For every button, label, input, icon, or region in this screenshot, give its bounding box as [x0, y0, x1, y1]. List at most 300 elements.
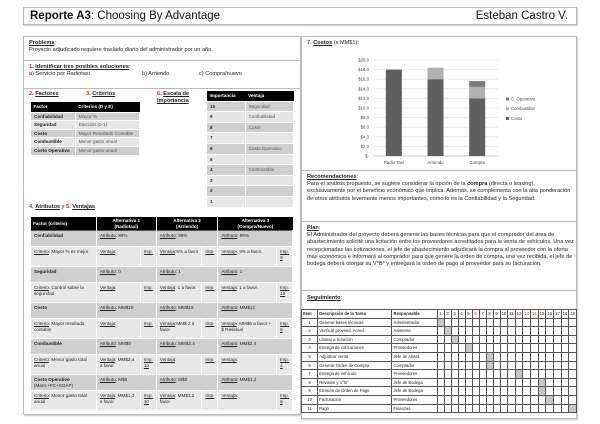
day-cell [486, 378, 493, 387]
day-cell [515, 378, 523, 387]
advantage-cell [96, 283, 140, 303]
importance-scale-label [157, 91, 202, 105]
option-a: a) Servicio por Radiotaxi [29, 71, 90, 78]
advantage-value: :5% a favor [175, 249, 199, 255]
advantage-value: : 9% a favor. [236, 249, 263, 255]
factor-cell [31, 231, 97, 247]
advantage-cell [245, 186, 293, 197]
day-cell [444, 387, 451, 396]
attribute-row [31, 339, 293, 355]
advantage-label: Ventaja [221, 285, 237, 291]
day-cell [493, 387, 500, 396]
y-tick-label: $6,0 [360, 124, 369, 130]
importance-table [206, 91, 294, 208]
attribute-label: Atributo [159, 377, 176, 383]
criteria-heading: Criterios [92, 91, 116, 97]
scheduled-cell [538, 378, 546, 387]
day-cell [538, 318, 546, 327]
attribute-label: Atributo [221, 233, 238, 239]
day-cell [530, 335, 538, 344]
attribute-label: Atributo [99, 305, 116, 311]
day-cell [569, 318, 577, 327]
factors-label [29, 91, 59, 98]
task-row [302, 352, 577, 361]
day-cell [472, 335, 479, 344]
step-number: 4. [29, 204, 34, 210]
day-header: 13 [523, 310, 531, 319]
day-header: 2 [444, 310, 451, 319]
day-cell [530, 344, 538, 353]
day-cell [451, 352, 458, 361]
day-cell [515, 344, 523, 353]
attribute-label: Atributo [99, 233, 116, 239]
table-row [31, 138, 140, 147]
task-description: Revisión y V°B° [318, 378, 392, 387]
attribute-cell [156, 303, 218, 319]
advantage-label: Ventaja [159, 321, 176, 327]
advantage-cell: Combustible [245, 165, 293, 176]
day-cell [479, 335, 486, 344]
day-cell [451, 344, 458, 353]
advantage-value: :MM$ 2 a favor [159, 321, 195, 332]
day-cell [472, 387, 479, 396]
advantage-cell [218, 247, 277, 267]
day-cell [486, 370, 493, 379]
task-responsible: Proveedores [392, 344, 437, 353]
task-responsible: Proveedores [392, 395, 437, 404]
bar-costo [428, 79, 444, 156]
importance-cell: Imp. [140, 247, 156, 267]
attribute-row [31, 231, 293, 247]
day-cell [508, 404, 515, 413]
task-description: Adjudicar venta [318, 352, 392, 361]
day-cell [472, 352, 479, 361]
step-number: 1. [29, 64, 34, 70]
day-cell [479, 404, 486, 413]
scheduled-cell [486, 352, 493, 361]
title-bold: Reporte A3 [30, 10, 91, 22]
day-cell [561, 370, 569, 379]
author-name: Esteban Castro V. [475, 10, 568, 22]
criterion-cell [31, 391, 97, 411]
day-cell [530, 378, 538, 387]
importance-cell: Imp. 6 [277, 391, 293, 411]
day-cell [546, 344, 554, 353]
attribute-cell [96, 267, 156, 283]
day-cell [444, 352, 451, 361]
task-responsible: Finanzas [392, 404, 437, 413]
advantage-label: Ventaja [99, 249, 116, 255]
day-cell [553, 404, 561, 413]
day-header: 11 [508, 310, 515, 319]
day-cell [515, 335, 523, 344]
legend-label: C. Operativo [511, 96, 536, 102]
divider [301, 290, 577, 291]
day-cell [500, 387, 508, 396]
recommendations-text [307, 181, 573, 203]
column-header: Importancia [207, 91, 246, 101]
y-tick-label: $- [365, 153, 369, 159]
day-cell [465, 378, 472, 387]
advantage-cell [156, 391, 202, 411]
task-row [302, 387, 577, 396]
text-part: (directa o leasing), exclusivamente por el beneficio económico que implica. Además, se complementa con la alta ponderación de otros atributos levemente menos importantes, como lo es la Confiabilidad y la Seguridad. [307, 181, 571, 202]
attribute-label: Atributo [221, 305, 238, 311]
day-cell [515, 327, 523, 336]
advantage-value: : 1 a favor. [236, 285, 259, 291]
day-cell [458, 352, 465, 361]
task-item: 5 [302, 352, 318, 361]
column-header: Factor (criterio) [31, 217, 97, 231]
day-cell [569, 361, 577, 370]
attribute-cell [218, 339, 293, 355]
day-cell [530, 404, 538, 413]
attribute-cell [156, 339, 218, 355]
advantage-value: : [115, 321, 117, 327]
day-cell [530, 352, 538, 361]
importance-cell: Imp. 8 [277, 319, 293, 339]
attribute-label: Atributo [159, 233, 176, 239]
day-cell [437, 387, 444, 396]
problem-text: Proyecto adjudicado requiere traslado diario del administrador por un año. [29, 47, 213, 54]
task-item: 8 [302, 378, 318, 387]
day-cell [493, 361, 500, 370]
day-cell [451, 387, 458, 396]
importance-cell: Imp. [202, 391, 218, 411]
advantage-cell: Costo [245, 122, 293, 133]
importance-cell: 4 [207, 165, 246, 176]
day-cell [479, 344, 486, 353]
day-cell [561, 327, 569, 336]
task-row [302, 361, 577, 370]
day-cell [472, 395, 479, 404]
day-cell [486, 404, 493, 413]
day-cell [523, 335, 531, 344]
day-cell [523, 327, 531, 336]
day-cell [486, 318, 493, 327]
day-cell [561, 404, 569, 413]
day-cell [569, 352, 577, 361]
task-responsible: Administrador [392, 318, 437, 327]
factor-cell [31, 267, 97, 283]
day-cell [553, 370, 561, 379]
task-item: 7 [302, 370, 318, 379]
importance-cell: Imp. 4 [277, 355, 293, 375]
day-cell [458, 361, 465, 370]
advantage-cell [156, 247, 202, 267]
task-description: Entrega de cotizaciones [318, 344, 392, 353]
day-cell [458, 387, 465, 396]
attribute-label: Atributo [99, 341, 116, 347]
advantage-label: Ventaja [99, 321, 116, 327]
step-number: 2. [29, 91, 34, 97]
day-cell [508, 378, 515, 387]
day-cell [437, 352, 444, 361]
advantage-value: : MM$6 a favor + $ Residual [221, 321, 272, 332]
table-row [207, 186, 294, 197]
day-cell [546, 387, 554, 396]
day-cell [538, 370, 546, 379]
day-cell [523, 361, 531, 370]
task-responsible: Jefe de Abast. [392, 352, 437, 361]
day-cell [465, 404, 472, 413]
day-cell [553, 344, 561, 353]
task-responsible: Comprador [392, 361, 437, 370]
attributes-heading: Atributos [35, 204, 61, 210]
attribute-cell [218, 303, 293, 319]
criterion-label: Criterio [34, 357, 49, 363]
day-cell [538, 404, 546, 413]
x-tick-label: Compra [469, 160, 485, 165]
advantage-row [31, 283, 293, 303]
attribute-value: : MM$2,4 [175, 341, 195, 347]
attribute-cell [96, 339, 156, 355]
advantage-label: Ventaja [159, 249, 176, 255]
day-cell [437, 327, 444, 336]
day-cell [451, 404, 458, 413]
plan-section: Plan: El Administrador del proyecto deberá generar las bases técnicas para que el comprador del área de abastecimiento solicité una licitación entre los proveedores acreditados para la venta de vehículos. Una vez recepcionadas las cotizaciones, el jefe de abastecimiento adjudicará la compra al proveedor con la oferta más económica e informará al comprador para que genere la orden de compra, una vez recibida, el jefe de bodega deberá otorgar su V°B° y entregará la orden de pago al proveedor para su facturación. [307, 225, 574, 268]
problem-section: Problema: Proyecto adjudicado requiere traslado diario del administrador por un año. [29, 40, 213, 54]
task-item: 10 [302, 395, 318, 404]
day-cell [451, 318, 458, 327]
plan-label: Plan [307, 225, 319, 231]
task-item: 11 [302, 404, 318, 413]
day-cell [500, 361, 508, 370]
day-cell [479, 395, 486, 404]
importance-cell: 6 [207, 143, 246, 154]
day-cell [444, 404, 451, 413]
criterion-cell: Menor gasto anual [75, 146, 139, 155]
day-header: 10 [500, 310, 508, 319]
day-cell [546, 370, 554, 379]
day-cell [493, 335, 500, 344]
attribute-cell [218, 375, 293, 391]
criterion-value: : Menor gasto total anual [34, 357, 87, 368]
day-cell [479, 361, 486, 370]
day-cell [486, 387, 493, 396]
tracking-heading: Seguimiento [307, 295, 341, 301]
day-cell [458, 318, 465, 327]
factor-name: Costo [34, 305, 48, 311]
attribute-label: Atributo [159, 341, 176, 347]
advantage-cell [218, 355, 277, 375]
day-cell [444, 344, 451, 353]
day-cell [486, 395, 493, 404]
importance-cell: 1 [207, 196, 246, 207]
y-tick-label: $10,0 [358, 105, 369, 111]
day-cell [508, 318, 515, 327]
factor-cell [31, 339, 97, 355]
day-cell [451, 395, 458, 404]
day-cell [530, 387, 538, 396]
scheduled-cell [569, 404, 577, 413]
scheduled-cell [465, 344, 472, 353]
advantage-label: Ventaja [221, 321, 237, 327]
day-cell [546, 352, 554, 361]
day-cell [500, 318, 508, 327]
factor-cell: Costo [31, 129, 76, 138]
criterion-cell: Elección (0-1) [75, 121, 139, 130]
day-cell [444, 335, 451, 344]
day-cell [546, 361, 554, 370]
advantages-heading: Ventajas [72, 204, 95, 210]
day-cell [472, 327, 479, 336]
day-cell [500, 327, 508, 336]
advantage-cell [245, 175, 293, 186]
column-header: Ventaja [245, 91, 293, 101]
advantage-cell [245, 154, 293, 165]
day-cell [546, 378, 554, 387]
importance-cell: Imp. [140, 283, 156, 303]
advantage-cell [96, 319, 140, 339]
day-cell [500, 404, 508, 413]
attribute-value: : 0 [115, 269, 121, 275]
factor-name: Seguridad [34, 269, 57, 275]
factor-cell: Seguridad [31, 121, 76, 130]
legend-label: Costo [511, 115, 523, 121]
divider [301, 221, 577, 222]
day-header: 14 [530, 310, 538, 319]
day-cell [493, 404, 500, 413]
scheduled-cell [486, 361, 493, 370]
attribute-value: : 90% [115, 233, 128, 239]
task-responsible: Jefe de Bodega [392, 387, 437, 396]
factor-name: Combustible [34, 341, 62, 347]
day-cell [458, 404, 465, 413]
day-cell [546, 404, 554, 413]
bar-costo [386, 70, 402, 156]
attributes-label [29, 204, 95, 211]
day-cell [479, 327, 486, 336]
day-cell [508, 335, 515, 344]
recommendations-label: Recomendaciones [307, 174, 357, 180]
task-description: Facturación [318, 395, 392, 404]
task-row [302, 344, 577, 353]
day-cell [500, 395, 508, 404]
table-row [207, 175, 294, 186]
day-cell [508, 352, 515, 361]
factor-cell: Costo Operativo [31, 146, 76, 155]
importance-cell: Imp. 10 [277, 283, 293, 303]
advantage-value: : [115, 285, 117, 291]
factor-cell [31, 303, 97, 319]
header-bar [23, 7, 577, 25]
day-cell [437, 404, 444, 413]
criterion-cell: Mayor % [75, 112, 139, 121]
task-item: 3 [302, 335, 318, 344]
criterion-cell [31, 283, 97, 303]
bar-combustible [428, 68, 444, 80]
task-row [302, 318, 577, 327]
scheduled-cell [546, 395, 554, 404]
x-tick-label: Arriendo [427, 160, 444, 165]
task-responsible: Comprador [392, 335, 437, 344]
costs-chart [301, 52, 577, 172]
day-cell [530, 361, 538, 370]
importance-cell: Imp. 10 [140, 355, 156, 375]
advantage-cell: Costo Operativo [245, 143, 293, 154]
criterion-cell [31, 319, 97, 339]
task-row [302, 378, 577, 387]
table-row [31, 129, 140, 138]
day-cell [500, 344, 508, 353]
day-cell [508, 395, 515, 404]
day-cell [437, 335, 444, 344]
attribute-label: Atributo [99, 269, 116, 275]
advantage-cell [245, 196, 293, 207]
scheduled-cell [451, 335, 458, 344]
day-cell [472, 361, 479, 370]
advantage-label: Ventaja [159, 393, 176, 399]
day-cell [500, 378, 508, 387]
day-cell [561, 378, 569, 387]
report-title [30, 10, 220, 22]
advantage-row [31, 247, 293, 267]
attribute-cell [156, 231, 218, 247]
advantage-cell [96, 355, 140, 375]
day-cell [458, 327, 465, 336]
y-tick-label: $4,0 [360, 134, 369, 140]
importance-cell: 7 [207, 133, 246, 144]
column-header: Factor [31, 102, 76, 112]
day-cell [508, 327, 515, 336]
day-cell [553, 352, 561, 361]
task-description: Verificar proveed. Acred. [318, 327, 392, 336]
factor-name: Confiabilidad [34, 233, 64, 239]
attribute-value: : MM$16 [175, 305, 194, 311]
attribute-value: : 99% [237, 233, 249, 239]
day-cell [553, 387, 561, 396]
importance-cell: 3 [207, 175, 246, 186]
advantage-value: : [175, 357, 177, 363]
criterion-cell [31, 355, 97, 375]
table-row [31, 121, 140, 130]
attribute-cell [156, 375, 218, 391]
criteria-label [86, 91, 115, 98]
attribute-value: : M$0 [115, 377, 128, 383]
task-row [302, 327, 577, 336]
legend-label: Combustible [511, 106, 535, 112]
day-header: 7 [479, 310, 486, 319]
day-header: 9 [493, 310, 500, 319]
solutions-section: 1. Identificar tres posibles soluciones: a) Servicio por Radiotaxi b) Arriendo c) Compra/nuevo [29, 64, 242, 78]
advantage-cell [156, 319, 202, 339]
importance-cell: Imp. [202, 355, 218, 375]
attribute-cell [218, 231, 293, 247]
day-cell [515, 352, 523, 361]
day-cell [569, 370, 577, 379]
importance-cell: Imp. [202, 247, 218, 267]
y-tick-label: $20,0 [358, 57, 369, 63]
table-row [31, 146, 140, 155]
day-cell [472, 370, 479, 379]
attribute-row [31, 267, 293, 283]
factor-cell: Combustible [31, 138, 76, 147]
day-cell [465, 327, 472, 336]
day-cell [493, 395, 500, 404]
advantage-label: Ventaja [221, 249, 237, 255]
day-cell [458, 378, 465, 387]
task-responsible: Jefe de Bodega [392, 378, 437, 387]
task-description: Pago [318, 404, 392, 413]
scale-heading: Escala de Importancia [157, 91, 190, 105]
day-cell [561, 361, 569, 370]
day-cell [538, 352, 546, 361]
day-cell [523, 352, 531, 361]
day-cell [508, 361, 515, 370]
task-row [302, 370, 577, 379]
day-cell [479, 378, 486, 387]
